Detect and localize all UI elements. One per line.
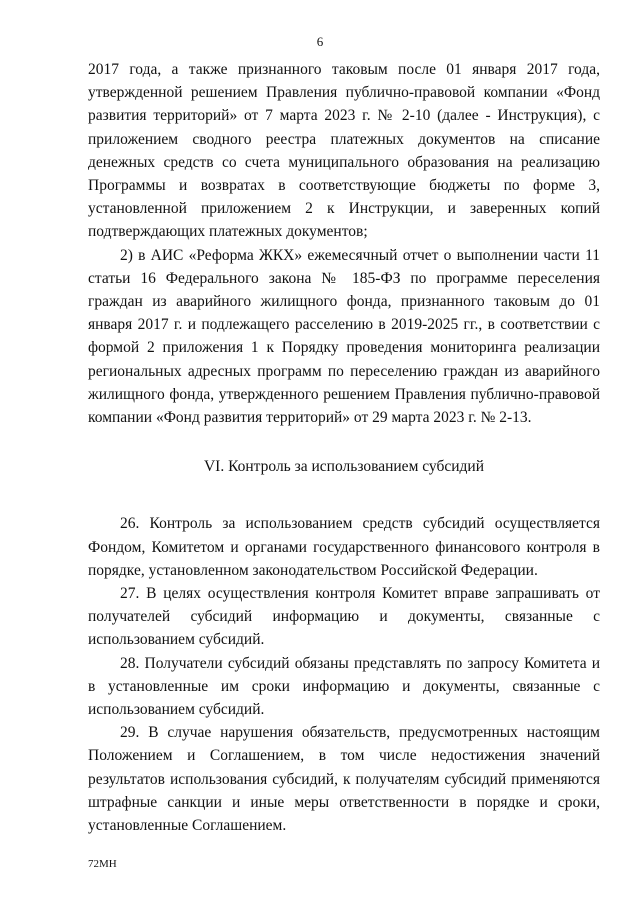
paragraph-29: 29. В случае нарушения обязательств, предусмотренных настоящим Положением и Соглашением, в том числе недостижения значений результатов использования субсидий, к получателям субсидий применяются штрафные санкции и иные меры ответственности в порядке и сроки, установленные Соглашением.	[88, 724, 600, 835]
paragraph-26: 26. Контроль за использованием средств субсидий осуществляется Фондом, Комитетом и органами государственного финансового контроля в порядке, установленном законодательством Российской Федерации.	[88, 515, 600, 579]
paragraph-27: 27. В целях осуществления контроля Комитет вправе запрашивать от получателей субсидий информацию и документы, связанные с использованием субсидий.	[88, 585, 600, 649]
section-heading: VI. Контроль за использованием субсидий	[203, 458, 485, 476]
page-number: 6	[316, 34, 324, 49]
paragraph-item-2: 2) в АИС «Реформа ЖКХ» ежемесячный отчет о выполнении части 11 статьи 16 Федерального закона № 185-ФЗ по программе переселения граждан из аварийного жилищного фонда, признанного таковым до 01 января 2017 г. и подлежащего расселению в 2019-2025 гг., в соответствии с формой 2 приложения 1 к Порядку проведения мониторинга реализации региональных адресных программ по переселению граждан из аварийного жилищного фонда, утвержденного решением Правления публично-правовой компании «Фонд развития территорий» от 29 марта 2023 г. № 2-13.	[88, 246, 600, 427]
document-body	[88, 58, 600, 837]
paragraph-28: 28. Получатели субсидий обязаны представлять по запросу Комитета и в установленные им сроки информацию и документы, связанные с использованием субсидий.	[88, 654, 600, 719]
paragraph-continuation: 2017 года, а также признанного таковым после 01 января 2017 года, утвержденной решением Правления публично-правовой компании «Фонд развития территорий» от 7 марта 2023 г. № 2-10 (далее - Инструкция), с приложением сводного реестра платежных документов на списание денежных средств со счета муниципального образования на реализацию Программы и возвратах в соответствующие бюджеты по форме 3, установленной приложением 2 к Инструкции, и заверенных копий подтверждающих платежных документов;	[88, 61, 600, 241]
footer-document-code: 72МН	[88, 858, 117, 870]
